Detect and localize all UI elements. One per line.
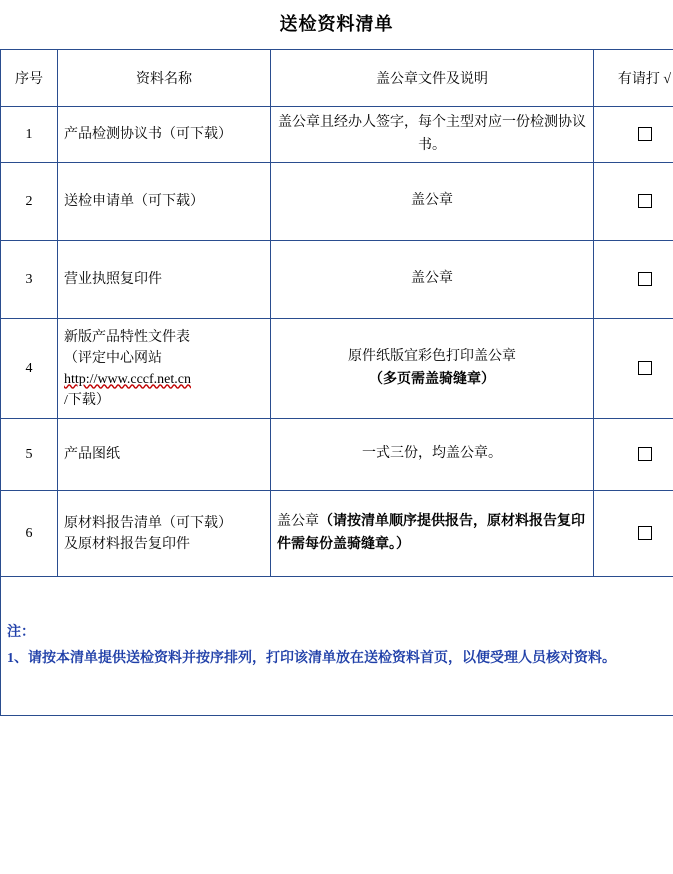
row-checkbox-cell[interactable]: [594, 319, 673, 419]
table-row: [1, 241, 673, 319]
table-row: [1, 163, 673, 241]
row-sequence: 3: [1, 241, 58, 319]
row-checkbox-cell[interactable]: [594, 241, 673, 319]
table-row: [1, 419, 673, 491]
row-description: [271, 319, 594, 419]
description-text: 原件纸版宜彩色打印盖公章: [348, 349, 516, 365]
checkbox-icon[interactable]: [638, 361, 652, 375]
table-row: [1, 491, 673, 577]
checkbox-icon[interactable]: [638, 272, 652, 286]
header-sequence: 序号: [1, 50, 58, 107]
checkbox-icon[interactable]: [638, 526, 652, 540]
row-material-name: [58, 319, 271, 419]
header-material-name: 资料名称: [58, 50, 271, 107]
row-sequence: 1: [1, 107, 58, 163]
note-cell: [1, 577, 673, 716]
table-row: [1, 319, 673, 419]
row-description: 盖公章: [271, 241, 594, 319]
note-row: [1, 577, 673, 716]
description-emphasis: （请按清单顺序提供报告，原材料报告复印件需每份盖骑缝章。）: [277, 514, 585, 552]
row-description: [271, 491, 594, 577]
material-name-link[interactable]: http://www.cccf.net.cn: [64, 371, 191, 387]
table-row: [1, 107, 673, 163]
material-name-line-2: 及原材料报告复印件: [64, 536, 190, 552]
row-material-name: 营业执照复印件: [58, 241, 271, 319]
row-material-name: 产品图纸: [58, 419, 271, 491]
row-sequence: 4: [1, 319, 58, 419]
note-title: 注：: [7, 625, 35, 641]
material-name-line-3: /下载）: [64, 392, 110, 408]
row-checkbox-cell[interactable]: [594, 491, 673, 577]
row-sequence: 2: [1, 163, 58, 241]
row-checkbox-cell[interactable]: [594, 419, 673, 491]
table-body: [1, 107, 673, 716]
row-material-name: 产品检测协议书（可下载）: [58, 107, 271, 163]
checkbox-icon[interactable]: [638, 127, 652, 141]
row-checkbox-cell[interactable]: [594, 163, 673, 241]
table-header: [1, 50, 673, 107]
submission-checklist-table: [0, 49, 673, 716]
description-emphasis: （多页需盖骑缝章）: [369, 371, 495, 387]
material-name-line-1: 新版产品特性文件表: [64, 329, 190, 345]
checkbox-icon[interactable]: [638, 447, 652, 461]
row-material-name: [58, 491, 271, 577]
description-text: 盖公章: [277, 514, 319, 530]
table-header-row: [1, 50, 673, 107]
checkbox-icon[interactable]: [638, 194, 652, 208]
row-description: 一式三份，均盖公章。: [271, 419, 594, 491]
row-description: 盖公章: [271, 163, 594, 241]
material-name-line-2: （评定中心网站: [64, 350, 162, 366]
row-description: 盖公章且经办人签字，每个主型对应一份检测协议书。: [271, 107, 594, 163]
row-checkbox-cell[interactable]: [594, 107, 673, 163]
note-body: 1、请按本清单提供送检资料并按序排列，打印该清单放在送检资料首页，以便受理人员核对资料。: [7, 651, 616, 667]
page-title: 送检资料清单: [279, 14, 394, 34]
row-sequence: 6: [1, 491, 58, 577]
material-name-line-1: 原材料报告清单（可下载）: [64, 515, 232, 531]
row-sequence: 5: [1, 419, 58, 491]
header-check-mark: 有请打 √: [594, 50, 673, 107]
row-material-name: 送检申请单（可下载）: [58, 163, 271, 241]
header-stamp-description: 盖公章文件及说明: [271, 50, 594, 107]
